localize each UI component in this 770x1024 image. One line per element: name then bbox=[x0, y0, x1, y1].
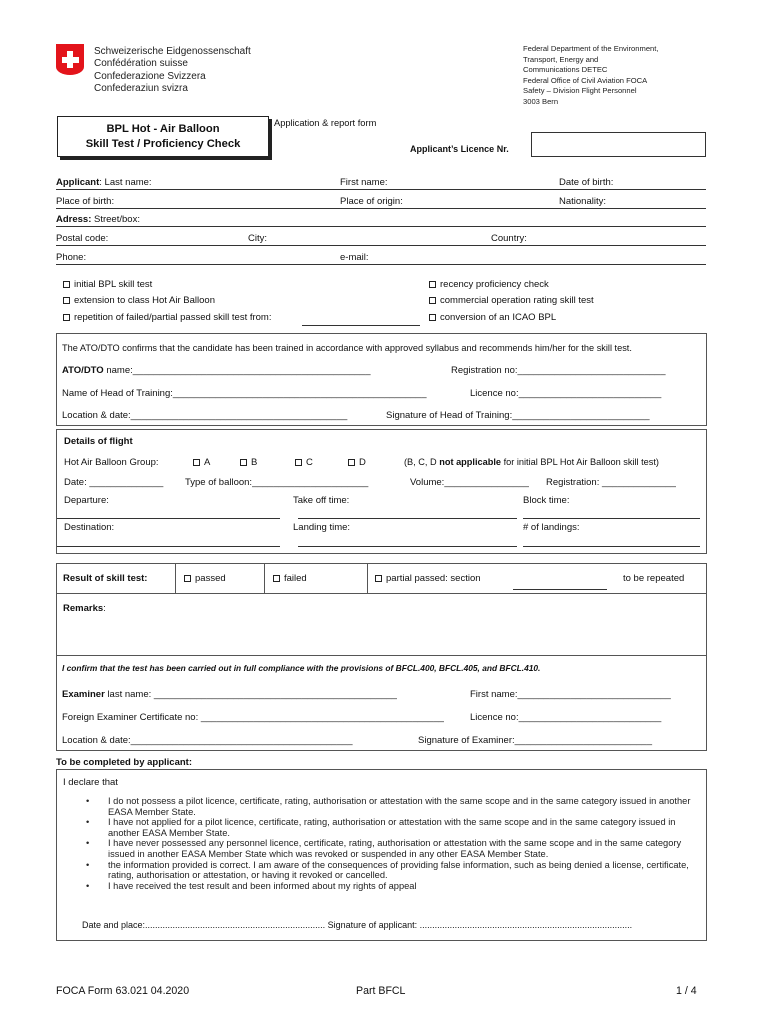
result-passed[interactable] bbox=[184, 573, 226, 584]
dob-label: Date of birth: bbox=[559, 177, 614, 188]
licence-nr-field[interactable] bbox=[531, 132, 706, 157]
checkbox-icon bbox=[375, 575, 382, 582]
examiner-licence-field[interactable]: Licence no:___________________________ bbox=[470, 712, 662, 723]
checkbox-icon bbox=[63, 314, 70, 321]
form-type: Application & report form bbox=[274, 118, 377, 128]
takeoff-field[interactable] bbox=[298, 518, 517, 519]
swiss-cross-logo bbox=[56, 44, 84, 75]
ato-name-field[interactable] bbox=[62, 365, 371, 376]
footer-page-number: 1 / 4 bbox=[676, 985, 697, 997]
examiner-label: Examiner bbox=[62, 689, 105, 700]
group-d-label: D bbox=[359, 457, 366, 468]
repetition-date-field[interactable] bbox=[302, 325, 420, 326]
group-note bbox=[404, 457, 659, 467]
takeoff-label: Take off time: bbox=[293, 495, 350, 506]
head-signature-field[interactable]: Signature of Head of Training:__________________________ bbox=[386, 410, 650, 421]
checkbox-icon bbox=[429, 314, 436, 321]
ato-label: ATO/DTO bbox=[62, 365, 104, 376]
applicant-line-4[interactable] bbox=[56, 245, 706, 246]
applicant-line-3[interactable] bbox=[56, 226, 706, 227]
title-line-1: BPL Hot - Air Balloon bbox=[106, 123, 220, 135]
place-of-origin-label: Place of origin: bbox=[340, 196, 403, 207]
result-col-divider bbox=[367, 563, 368, 593]
dept-line: Federal Office of Civil Aviation FOCA bbox=[523, 75, 648, 85]
dept-line: Communications DETEC bbox=[523, 65, 608, 75]
remarks-label bbox=[63, 603, 106, 614]
confed-line: Confederazione Svizzera bbox=[94, 70, 206, 82]
checkbox-icon bbox=[429, 281, 436, 288]
adress-label: Adress: bbox=[56, 214, 92, 225]
group-b-option[interactable] bbox=[240, 457, 257, 468]
block-field[interactable] bbox=[523, 518, 700, 519]
option-conversion[interactable] bbox=[429, 312, 556, 323]
nationality-label: Nationality: bbox=[559, 196, 606, 207]
passed-label: passed bbox=[195, 573, 226, 584]
departure-label: Departure: bbox=[64, 495, 109, 506]
option-conversion-label: conversion of an ICAO BPL bbox=[440, 312, 557, 323]
landing-label: Landing time: bbox=[293, 522, 351, 533]
remarks-field[interactable] bbox=[62, 615, 702, 655]
department-address bbox=[523, 44, 659, 108]
checkbox-icon bbox=[295, 459, 302, 466]
note-post: for initial BPL Hot Air Balloon skill test) bbox=[501, 457, 659, 467]
examiner-location-field[interactable]: Location & date:__________________________________________ bbox=[62, 735, 353, 746]
group-c-label: C bbox=[306, 457, 313, 468]
declaration-item: • I have never possessed any personnel licence, certificate, rating, authorisation or attestation with the same scope and in the same category issued in another EASA Member State which was revoked or suspended in any other EASA Member State. bbox=[80, 838, 700, 859]
checkbox-icon bbox=[429, 297, 436, 304]
declaration-list bbox=[80, 796, 700, 891]
declaration-item: • I do not possess a pilot licence, certificate, rating, authorisation or attestation with the same scope and in the same category issued in another EASA Member State. bbox=[80, 796, 700, 817]
confederation-names bbox=[94, 46, 251, 95]
result-partial[interactable] bbox=[375, 573, 481, 584]
ato-registration-field[interactable]: Registration no:____________________________ bbox=[451, 365, 666, 376]
balloon-type-field[interactable]: Type of balloon:______________________ bbox=[185, 477, 369, 488]
block-label: Block time: bbox=[523, 495, 570, 506]
city-label: City: bbox=[248, 233, 267, 244]
option-repetition[interactable] bbox=[63, 312, 271, 323]
declaration-item: • I have received the test result and been informed about my rights of appeal bbox=[80, 881, 700, 892]
ato-location-field[interactable]: Location & date:_________________________________________ bbox=[62, 410, 348, 421]
declaration-intro: I declare that bbox=[63, 777, 118, 788]
landing-field[interactable] bbox=[298, 546, 517, 547]
option-commercial[interactable] bbox=[429, 295, 594, 306]
destination-field[interactable] bbox=[57, 546, 280, 547]
examiner-last-label: last name: ______________________________________________ bbox=[104, 689, 397, 700]
applicant-line-1[interactable] bbox=[56, 189, 706, 190]
checkbox-icon bbox=[63, 281, 70, 288]
country-label: Country: bbox=[491, 233, 527, 244]
remarks-text: Remarks bbox=[63, 603, 104, 614]
licence-nr-label: Applicant’s Licence Nr. bbox=[410, 144, 509, 154]
confed-line: Confederaziun svizra bbox=[94, 82, 188, 94]
examiner-signature-field[interactable]: Signature of Examiner:__________________________ bbox=[418, 735, 653, 746]
confed-line: Confédération suisse bbox=[94, 58, 188, 70]
option-repetition-label: repetition of failed/partial passed skill test from: bbox=[74, 312, 272, 323]
place-of-birth-label: Place of birth: bbox=[56, 196, 115, 207]
remarks-divider bbox=[56, 655, 707, 656]
option-initial-label: initial BPL skill test bbox=[74, 279, 153, 290]
destination-label: Destination: bbox=[64, 522, 115, 533]
title-line-2: Skill Test / Proficiency Check bbox=[85, 137, 241, 150]
foreign-certificate-field[interactable]: Foreign Examiner Certificate no: ______________________________________________ bbox=[62, 712, 444, 723]
form-title bbox=[57, 116, 269, 157]
address-label bbox=[56, 214, 140, 225]
footer-form-number: FOCA Form 63.021 04.2020 bbox=[56, 985, 190, 997]
option-extension-label: extension to class Hot Air Balloon bbox=[74, 295, 215, 306]
result-col-divider bbox=[264, 563, 265, 593]
checkbox-icon bbox=[63, 297, 70, 304]
volume-field[interactable]: Volume:________________ bbox=[410, 477, 529, 488]
failed-label: failed bbox=[284, 573, 307, 584]
option-extension[interactable] bbox=[63, 295, 215, 306]
dept-line: 3003 Bern bbox=[523, 96, 559, 106]
landings-label: # of landings: bbox=[523, 522, 580, 533]
flight-section bbox=[56, 429, 707, 554]
option-commercial-label: commercial operation rating skill test bbox=[440, 295, 594, 306]
repeated-label: to be repeated bbox=[623, 573, 685, 584]
partial-section-field[interactable] bbox=[513, 589, 607, 590]
balloon-group-label: Hot Air Balloon Group: bbox=[64, 457, 159, 468]
confirm-statement: I confirm that the test has been carried out in full compliance with the provisions of BFCL.400, BFCL.405, and BFCL.410. bbox=[62, 663, 541, 673]
option-recency-label: recency proficiency check bbox=[440, 279, 549, 290]
option-recency[interactable] bbox=[429, 279, 549, 290]
applicant-last-name-label bbox=[56, 177, 152, 188]
registration-field[interactable]: Registration: ______________ bbox=[546, 477, 676, 488]
result-failed[interactable] bbox=[273, 573, 307, 584]
group-b-label: B bbox=[251, 457, 258, 468]
departure-field[interactable] bbox=[57, 518, 280, 519]
flight-heading: Details of flight bbox=[64, 436, 133, 447]
dept-line: Federal Department of the Environment, bbox=[523, 44, 659, 53]
declaration-item: • I have not applied for a pilot licence, certificate, rating, authorisation or attestation with the same scope and in the same category issued in another EASA Member State. bbox=[80, 817, 700, 838]
checkbox-icon bbox=[348, 459, 355, 466]
flight-date-field[interactable]: Date: ______________ bbox=[64, 477, 164, 488]
examiner-first-name-field[interactable]: First name:_____________________________ bbox=[470, 689, 671, 700]
confed-line: Schweizerische Eidgenossenschaft bbox=[94, 46, 251, 57]
footer-part: Part BFCL bbox=[356, 985, 406, 997]
postal-label: Postal code: bbox=[56, 233, 109, 244]
applicant-label: Applicant bbox=[56, 177, 100, 188]
applicant-line-2[interactable] bbox=[56, 208, 706, 209]
group-a-label: A bbox=[204, 457, 211, 468]
street-label: Street/box: bbox=[91, 214, 140, 225]
examiner-last-name-field[interactable] bbox=[62, 689, 397, 700]
ato-name-label: name:_____________________________________________ bbox=[103, 365, 371, 376]
note-pre: (B, C, D bbox=[404, 457, 440, 467]
checkbox-icon bbox=[184, 575, 191, 582]
applicant-line-5[interactable] bbox=[56, 264, 706, 265]
result-label: Result of skill test: bbox=[63, 573, 148, 584]
phone-label: Phone: bbox=[56, 252, 87, 263]
note-bold: not applicable bbox=[439, 457, 502, 467]
group-c-option[interactable] bbox=[295, 457, 313, 468]
partial-label: partial passed: section bbox=[386, 573, 481, 584]
ato-statement: The ATO/DTO confirms that the candidate has been trained in accordance with approved syllabus and recommends him/her for the skill test. bbox=[62, 343, 632, 353]
result-divider bbox=[56, 593, 707, 594]
remarks-colon: : bbox=[103, 603, 106, 614]
checkbox-icon bbox=[240, 459, 247, 466]
head-of-training-field[interactable]: Name of Head of Training:________________________________________________ bbox=[62, 388, 427, 399]
first-name-label: First name: bbox=[340, 177, 388, 188]
checkbox-icon bbox=[273, 575, 280, 582]
group-d-option[interactable] bbox=[348, 457, 366, 468]
dept-line: Transport, Energy and bbox=[523, 54, 599, 64]
landings-field[interactable] bbox=[523, 546, 700, 547]
declaration-item: • the information provided is correct. I am aware of the consequences of providing false information, such as being denied a license, certificate, rating, authorisation or attestation, or having it revoked or cancelled. bbox=[80, 860, 700, 881]
email-label: e-mail: bbox=[340, 252, 369, 263]
declaration-heading: To be completed by applicant: bbox=[56, 757, 193, 768]
option-initial[interactable] bbox=[63, 279, 152, 290]
head-licence-field[interactable]: Licence no:___________________________ bbox=[470, 388, 662, 399]
dept-line: Safety – Division Flight Personnel bbox=[523, 86, 637, 96]
checkbox-icon bbox=[193, 459, 200, 466]
group-a-option[interactable] bbox=[193, 457, 210, 468]
result-col-divider bbox=[175, 563, 176, 593]
date-place-signature-field[interactable]: Date and place:........................................................................ Signature of applicant: ..................................................................................... bbox=[82, 920, 633, 930]
last-name-label: : Last name: bbox=[99, 177, 152, 188]
